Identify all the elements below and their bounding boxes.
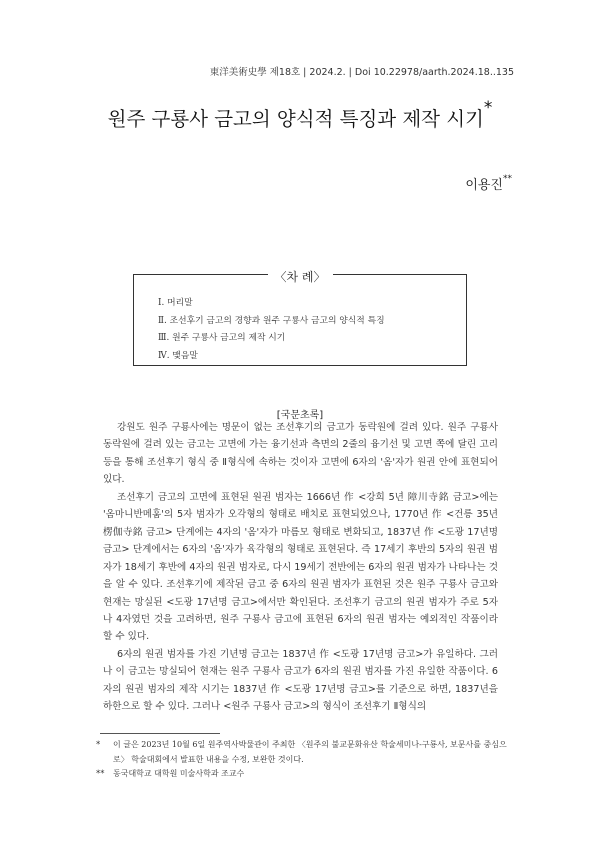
- author-footnote-mark: **: [503, 173, 512, 184]
- abstract-paragraph: 강원도 원주 구룡사에는 명문이 없는 조선후기의 금고가 동락원에 걸려 있다. 원주 구룡사 동락원에 걸려 있는 금고는 고면에 가는 융기선과 측면의 2줄의 융기선 및 고면 쪽에 달린 고리 등을 통해 조선후기 형식 중 Ⅱ형식에 속하는 것이자 고면에 6자의 '옴'자가 원권 안에 표현되어 있다.: [103, 422, 498, 486]
- toc-heading: [0, 266, 600, 285]
- footnote-text: 동국대학교 대학원 미술사학과 조교수: [113, 769, 245, 779]
- toc-item[interactable]: Ⅱ. 조선후기 금고의 경향과 원주 구룡사 금고의 양식적 특징: [158, 315, 385, 326]
- footnote-mark: *: [96, 740, 101, 750]
- toc-heading-text: 〈차 례〉: [268, 270, 333, 284]
- title-text: 원주 구룡사 금고의 양식적 특징과 제작 시기: [107, 107, 484, 131]
- footnote-text: 이 글은 2023년 10월 6일 원주역사박물관이 주최한 〈원주의 불교문화유산 학술세미나-구룡사, 보문사를 중심으로〉 학술대회에서 발표한 내용을 수정, 보완한 것이다.: [113, 740, 507, 764]
- author: [465, 174, 512, 193]
- abstract-paragraph: 6자의 원권 범자를 가진 기년명 금고는 1837년 作 <도광 17년명 금고>가 유일하다. 그러나 이 금고는 망실되어 현재는 원주 구룡사 금고가 6자의 원권 범자를 가진 유일한 작품이다. 6자의 원권 범자의 제작 시기는 1837년 作 <도광 17년명 금고>를 기준으로 하면, 1837년을 하한으로 할 수 있다. 그러나 <원주 구룡사 금고>의 형식이 조선후기 Ⅱ형식의: [103, 648, 498, 713]
- toc-item[interactable]: Ⅲ. 원주 구룡사 금고의 제작 시기: [158, 333, 286, 343]
- footnote-divider: [100, 733, 220, 734]
- abstract-paragraph: 조선후기 금고의 고면에 표현된 원권 범자는 1666년 作 <강희 5년 障川寺銘 금고>에는 '옴마니반메훔'의 5자 범자가 오각형의 형태로 배치로 표현되었으나, 1770년 作 <건릉 35년 楞伽寺銘 금고> 단계에는 4자의 '옴'자가 마름모 형태로 변화되고, 1837년 作 <도광 17년명 금고> 단계에서는 6자의 '옴'자가 육각형의 형태로 표현된다. 즉 17세기 후반의 5자의 원권 범자가 18세기 후반에 4자의 원권 범자로, 다시 19세기 전반에는 6자의 원권 범자가 나타나는 것을 알 수 있다. 조선후기에 제작된 금고 중 6자의 원권 범자가 표현된 것은 원주 구룡사 금고와 현재는 망실된 <도광 17년명 금고>에서만 확인된다. 조선후기 금고의 원권 범자가 주로 5자나 4자였던 것을 고려하면, 원주 구룡사 금고에 표현된 6자의 원권 범자는 예외적인 작품이라 할 수 있다.: [103, 491, 498, 643]
- footnotes: [96, 738, 516, 782]
- toc-list: [158, 295, 385, 365]
- journal-header: 東洋美術史學 제18호 | 2024.2. | Doi 10.22978/aarth.2024.18..135: [209, 67, 514, 78]
- author-name: 이용진: [465, 178, 503, 193]
- footnote-mark: **: [96, 769, 105, 780]
- paper-title: [0, 98, 600, 132]
- toc-item[interactable]: Ⅳ. 맺음말: [158, 350, 198, 361]
- toc-item[interactable]: Ⅰ. 머리말: [158, 298, 193, 308]
- abstract-body: [103, 419, 498, 716]
- abstract-heading: [국문초록]: [276, 410, 324, 421]
- title-footnote-mark: *: [483, 98, 493, 118]
- footnote: [96, 738, 516, 767]
- footnote: [96, 767, 516, 782]
